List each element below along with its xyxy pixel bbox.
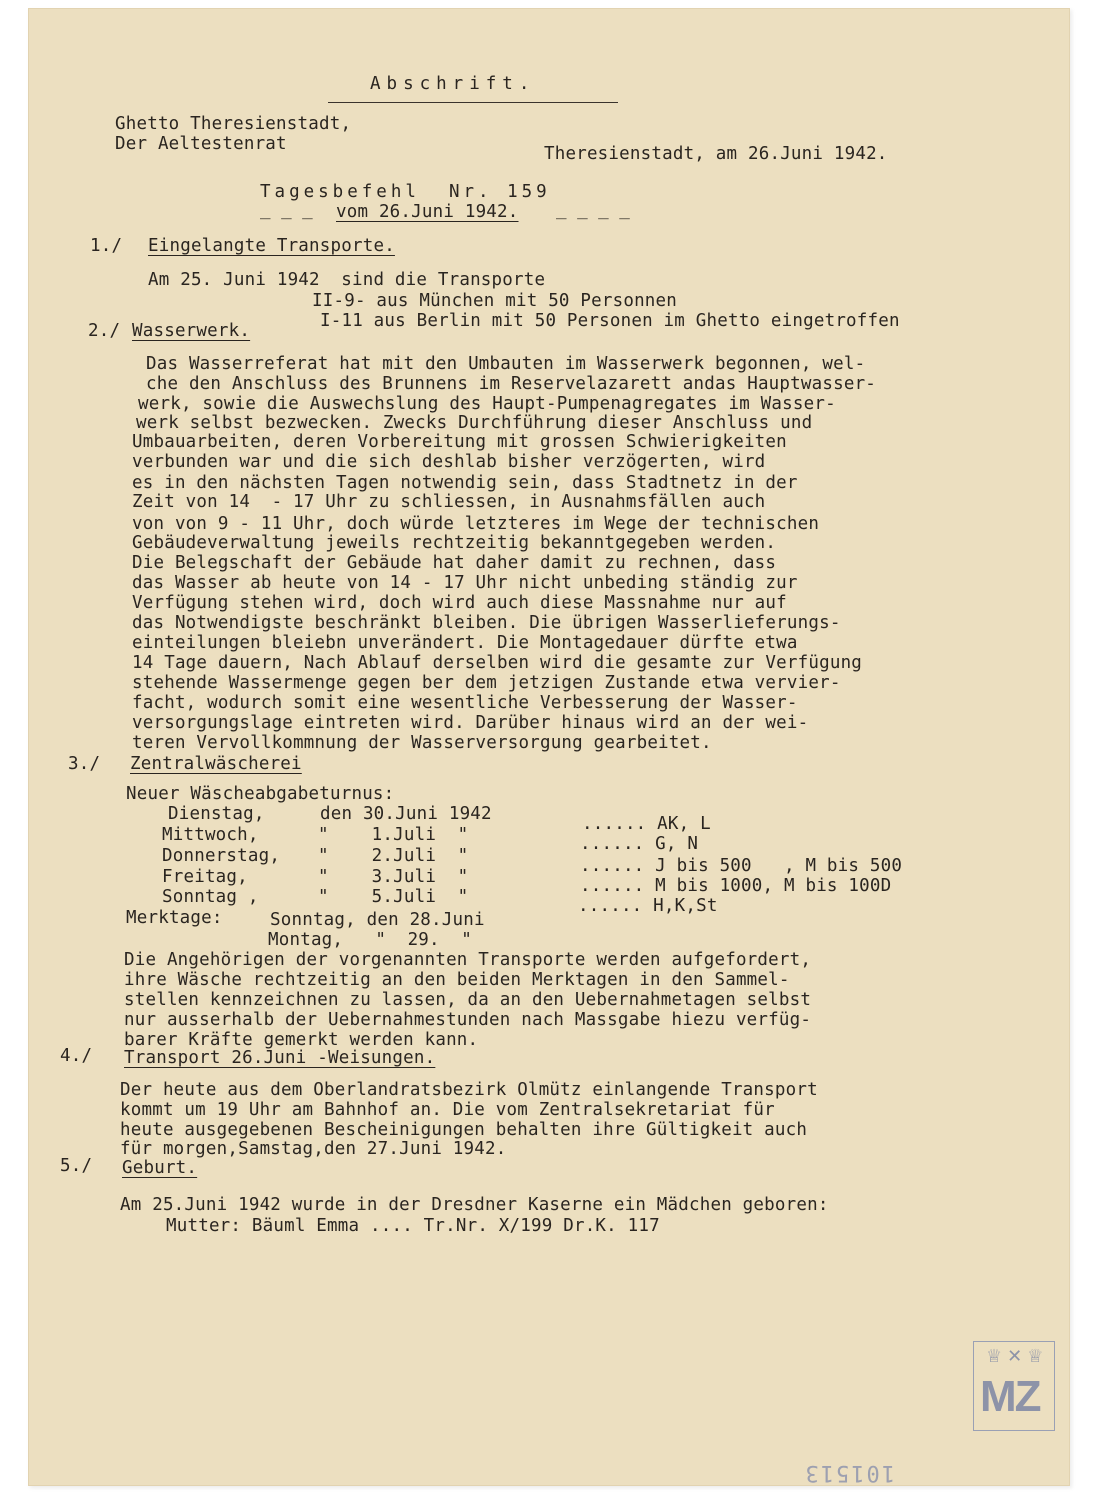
section-5-number: 5./ (60, 1156, 93, 1176)
section-2-heading: Wasserwerk. (132, 321, 251, 341)
order-dash-right: _ _ _ _ (556, 200, 630, 220)
section-2-line-5: Umbauarbeiten, deren Vorbereitung mit grossen Schwierigkeiten (132, 432, 787, 452)
merktage-1: Sonntag, den 28.Juni (270, 910, 485, 930)
order-date: vom 26.Juni 1942. (336, 202, 519, 222)
schedule-date-3: " 2.Juli " (318, 846, 469, 866)
archive-stamp (973, 1341, 1055, 1431)
section-3-intro: Neuer Wäscheabgabeturnus: (126, 784, 395, 804)
schedule-groups-4: ...... M bis 1000, M bis 100D (580, 876, 892, 896)
schedule-date-4: " 3.Juli " (318, 867, 469, 887)
schedule-day-1: Dienstag, (168, 804, 265, 824)
schedule-groups-5: ...... H,K,St (578, 896, 718, 916)
schedule-day-2: Mittwoch, (162, 825, 259, 845)
section-2-line-17: stehende Wassermenge gegen ber dem jetzigen Zustande etwa vervier- (132, 673, 841, 693)
schedule-groups-1: ...... AK, L (582, 814, 711, 834)
section-2-line-2: che den Anschluss des Brunnens im Reservelazarett andas Hauptwasser- (146, 374, 877, 394)
section-3-heading: Zentralwäscherei (130, 754, 302, 774)
section-2-line-11: Die Belegschaft der Gebäude hat daher damit zu rechnen, dass (132, 553, 777, 573)
section-2-line-6: verbunden war und die sich deshlab bisher verzögerten, wird (132, 452, 766, 472)
schedule-day-4: Freitag, (162, 867, 248, 887)
section-2-line-4: werk selbst bezwecken. Zwecks Durchführung dieser Anschluss und (136, 413, 813, 433)
section-2-line-15: einteilungen bleiebn unverändert. Die Montagedauer dürfte etwa (132, 633, 798, 653)
merktage-label: Merktage: (126, 908, 223, 928)
section-4-line-2: kommt um 19 Uhr am Bahnhof an. Die vom Zentralsekretariat für (120, 1100, 775, 1120)
schedule-groups-2: ...... G, N (580, 834, 699, 854)
section-1-line-2: II-9- aus München mit 50 Personnen (312, 291, 678, 311)
schedule-date-2: " 1.Juli " (318, 825, 469, 845)
section-2-number: 2./ (88, 321, 121, 341)
section-5-heading: Geburt. (122, 1158, 198, 1178)
schedule-date-1: den 30.Juni 1942 (320, 804, 492, 824)
section-3-line-4: nur ausserhalb der Uebernahmestunden nach Massgabe hiezu verfüg- (124, 1010, 812, 1030)
section-2-line-18: facht, wodurch somit eine wesentliche Verbesserung der Wasser- (132, 693, 798, 713)
section-2-line-1: Das Wasserreferat hat mit den Umbauten im Wasserwerk begonnen, wel- (146, 354, 866, 374)
section-3-line-1: Die Angehörigen der vorgenannten Transporte werden aufgefordert, (124, 950, 812, 970)
sender-line-1: Ghetto Theresienstadt, (115, 114, 352, 134)
schedule-day-5: Sonntag , (162, 887, 259, 907)
document-page (28, 8, 1070, 1486)
section-1-line-3: I-11 aus Berlin mit 50 Personen im Ghetto eingetroffen (320, 311, 900, 331)
schedule-date-5: " 5.Juli " (318, 887, 469, 907)
order-heading: Tagesbefehl Nr. 159 (260, 182, 551, 202)
section-3-number: 3./ (68, 754, 101, 774)
section-2-line-8: Zeit von 14 - 17 Uhr zu schliessen, in Ausnahmsfällen auch (132, 492, 766, 512)
section-2-line-19: versorgungslage eintreten wird. Darüber hinaus wird an der wei- (132, 713, 809, 733)
order-dash-left: _ _ _ (260, 200, 313, 220)
section-2-line-7: es in den nächsten Tagen notwendig sein, dass Stadtnetz in der (132, 473, 798, 493)
section-4-line-3: heute ausgegebenen Bescheinigungen behalten ihre Gültigkeit auch (120, 1120, 808, 1140)
archive-number: 101513 (803, 1460, 895, 1485)
section-2-line-14: das Notwendigste beschränkt bleiben. Die übrigen Wasserlieferungs- (132, 613, 841, 633)
section-2-line-9: von von 9 - 11 Uhr, doch würde letzteres im Wege der technischen (132, 514, 820, 534)
section-2-line-3: werk, sowie die Auswechslung des Haupt-Pumpenagregates im Wasser- (138, 394, 836, 414)
section-1-number: 1./ (90, 236, 123, 256)
section-4-line-4: für morgen,Samstag,den 27.Juni 1942. (120, 1139, 507, 1159)
section-2-line-13: Verfügung stehen wird, doch wird auch diese Massnahme nur auf (132, 593, 787, 613)
section-1-heading: Eingelangte Transporte. (148, 236, 395, 256)
place-date: Theresienstadt, am 26.Juni 1942. (544, 144, 888, 164)
section-3-line-5: barer Kräfte gemerkt werden kann. (124, 1030, 479, 1050)
section-2-line-10: Gebäudeverwaltung jeweils rechtzeitig bekanntgegeben werden. (132, 533, 777, 553)
crown-icon: ♕ ✕ ♕ (986, 1346, 1044, 1366)
section-5-line-2: Mutter: Bäuml Emma .... Tr.Nr. X/199 Dr.K. 117 (166, 1216, 660, 1236)
merktage-2: Montag, " 29. " (268, 930, 472, 950)
document-title: Abschrift. (370, 74, 536, 94)
section-4-heading: Transport 26.Juni -Weisungen. (124, 1048, 436, 1068)
section-2-line-20: teren Vervollkommnung der Wasserversorgung gearbeitet. (132, 733, 712, 753)
section-3-line-3: stellen kennzeichnen zu lassen, da an den Uebernahmetagen selbst (124, 990, 812, 1010)
schedule-day-3: Donnerstag, (162, 846, 281, 866)
section-5-line-1: Am 25.Juni 1942 wurde in der Dresdner Kaserne ein Mädchen geboren: (120, 1195, 829, 1215)
section-2-line-12: das Wasser ab heute von 14 - 17 Uhr nicht unbeding ständig zur (132, 573, 798, 593)
stamp-logo: MZ (980, 1372, 1040, 1421)
sender-line-2: Der Aeltestenrat (115, 134, 287, 154)
section-4-number: 4./ (60, 1046, 93, 1066)
section-2-line-16: 14 Tage dauern, Nach Ablauf derselben wird die gesamte zur Verfügung (132, 653, 863, 673)
section-1-line-1: Am 25. Juni 1942 sind die Transporte (148, 270, 546, 290)
title-underline (328, 102, 618, 103)
section-4-line-1: Der heute aus dem Oberlandratsbezirk Olmütz einlangende Transport (120, 1080, 818, 1100)
schedule-groups-3: ...... J bis 500 , M bis 500 (580, 856, 903, 876)
section-3-line-2: ihre Wäsche rechtzeitig an den beiden Merktagen in den Sammel- (124, 970, 790, 990)
